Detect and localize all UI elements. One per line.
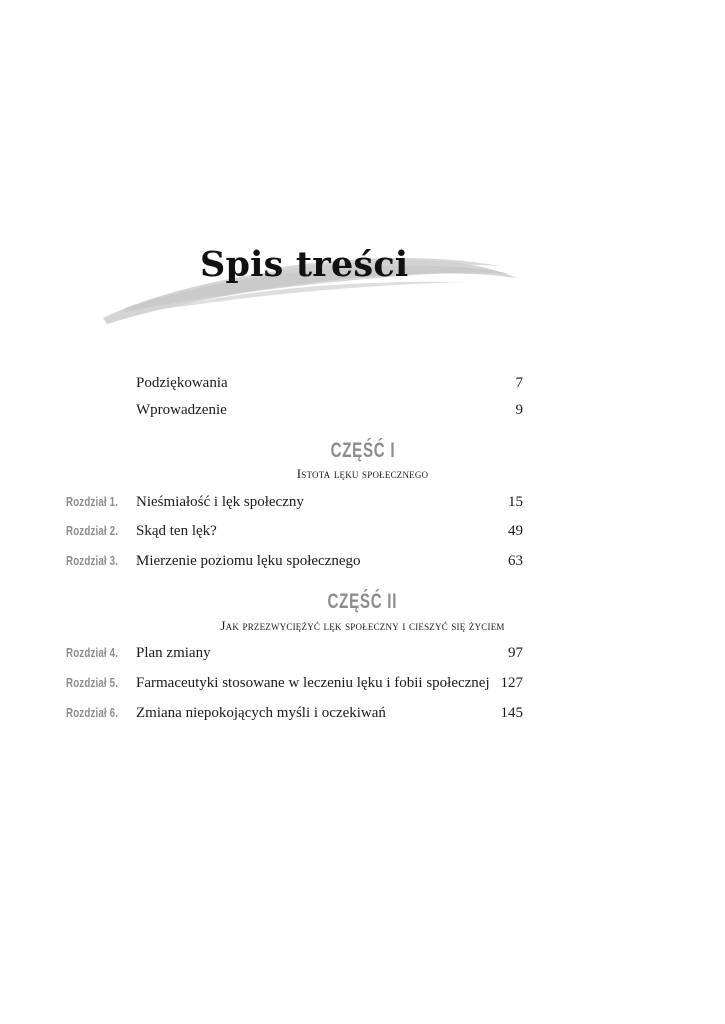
chapter-number: Rozdział 2. — [66, 524, 119, 538]
part-heading — [0, 590, 725, 614]
chapter-title: Mierzenie poziomu lęku społecznego — [136, 553, 361, 569]
toc-entry-label: Podziękowania — [136, 375, 228, 391]
chapter-title: Plan zmiany — [136, 645, 211, 661]
chapter-page: 49 — [508, 523, 523, 539]
chapter-title: Zmiana niepokojących myśli i oczekiwań — [136, 705, 386, 721]
part-subtitle: Istota lęku społecznego — [296, 466, 429, 481]
part-heading-text: CZĘŚĆ I — [330, 439, 395, 462]
part-heading — [0, 439, 725, 463]
chapter-page: 63 — [508, 553, 523, 569]
chapter-title: Farmaceutyki stosowane w leczeniu lęku i fobii społecznej — [136, 675, 490, 691]
part-heading-text: CZĘŚĆ II — [327, 590, 398, 613]
toc-chapter-row[interactable] — [0, 645, 725, 667]
toc-entry-page: 9 — [515, 402, 523, 418]
chapter-page: 145 — [500, 705, 523, 721]
chapter-number: Rozdział 3. — [66, 554, 119, 568]
chapter-page: 15 — [508, 494, 523, 510]
chapter-number: Rozdział 4. — [66, 646, 119, 660]
toc-chapter-row[interactable] — [0, 553, 725, 575]
chapter-page: 127 — [500, 675, 523, 691]
toc-chapter-row[interactable] — [0, 675, 725, 697]
page-title: Spis treści — [200, 244, 409, 285]
toc-entry[interactable] — [0, 375, 725, 397]
toc-entry-page: 7 — [515, 375, 523, 391]
toc-entry-label: Wprowadzenie — [136, 402, 227, 418]
chapter-title: Skąd ten lęk? — [136, 523, 217, 539]
chapter-title: Nieśmiałość i lęk społeczny — [136, 494, 304, 510]
chapter-number: Rozdział 5. — [66, 676, 119, 690]
part-subtitle: Jak przezwyciężyć lęk społeczny i cieszyć się życiem — [220, 618, 505, 633]
toc-chapter-row[interactable] — [0, 705, 725, 727]
toc-entry[interactable] — [0, 402, 725, 424]
chapter-number: Rozdział 1. — [66, 495, 119, 509]
toc-chapter-row[interactable] — [0, 494, 725, 516]
chapter-page: 97 — [508, 645, 523, 661]
toc-chapter-row[interactable] — [0, 523, 725, 545]
chapter-number: Rozdział 6. — [66, 706, 119, 720]
